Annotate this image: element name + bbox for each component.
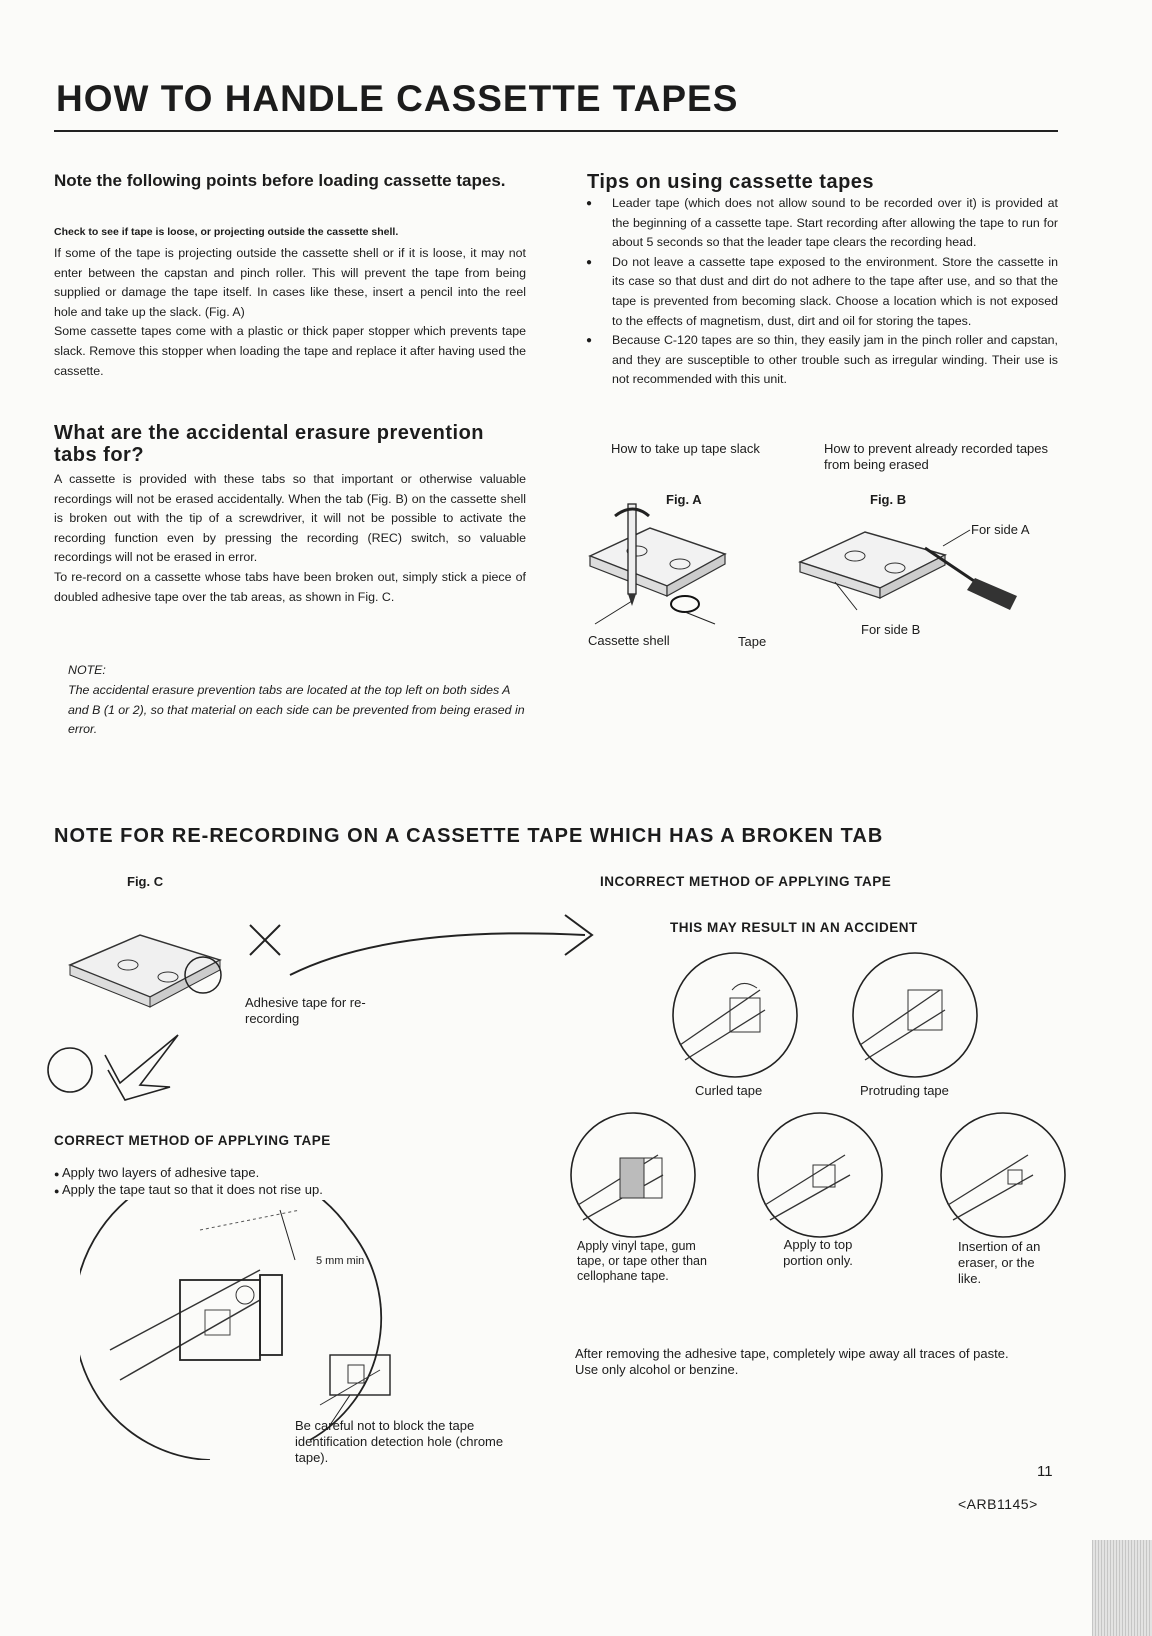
apply-top-label: Apply to top portion only. <box>783 1237 853 1268</box>
tips-list <box>586 194 1058 390</box>
paragraph-stopper: Some cassette tapes come with a plastic or thick paper stopper which prevents tape slack. Remove this stopper when loading the tape and replace it after having used the cassette. <box>54 324 526 378</box>
broken-tab-heading: NOTE FOR RE-RECORDING ON A CASSETTE TAPE WHICH HAS A BROKEN TAB <box>54 825 884 847</box>
for-side-a-label: For side A <box>971 522 1030 537</box>
incorrect-top-row <box>670 950 990 1085</box>
document-code: <ARB1145> <box>958 1496 1038 1512</box>
fig-b-label: Fig. B <box>870 492 907 507</box>
left-body-1 <box>54 244 526 381</box>
left-heading: Note the following points before loading cassette tapes. <box>54 171 506 190</box>
caption-fig-a: How to take up tape slack <box>611 441 760 456</box>
adhesive-label: Adhesive tape for re-recording <box>245 995 366 1026</box>
apply-vinyl-label: Apply vinyl tape, gum tape, or tape other than cellophane tape. <box>577 1239 707 1283</box>
note-text: The accidental erasure prevention tabs are located at the top left on both sides A and B (1 or 2), so that material on each side can be prevented from being erased in error. <box>68 683 525 737</box>
insertion-label: Insertion of an eraser, or the like. <box>958 1239 1041 1286</box>
scan-edge <box>1092 1540 1152 1636</box>
tip-item: ● Do not leave a cassette tape exposed to the environment. Store the cassette in its case so that dust and dirt do not adhere to the tape after use, and so that the tape is prevented from becoming slack. Choose a location which is not exposed to the effects of magnetism, dust, dirt and oil for storing the tapes. <box>586 253 1058 331</box>
careful-note: Be careful not to block the tape identification detection hole (chrome tape). <box>295 1418 504 1465</box>
paragraph-slack: If some of the tape is projecting outside the cassette shell or if it is loose, it may not enter between the capstan and pinch roller. This will prevent the tape from being supplied or damage the tape itself. In cases like these, insert a pencil into the reel hole and take up the slack. (Fig. A) <box>54 246 526 319</box>
cassette-shell-label: Cassette shell <box>588 633 670 648</box>
for-side-b-label: For side B <box>861 622 921 637</box>
correct-heading: CORRECT METHOD OF APPLYING TAPE <box>54 1133 331 1148</box>
accident-warning: THIS MAY RESULT IN AN ACCIDENT <box>670 920 918 935</box>
caption-fig-b: How to prevent already recorded tapes from being erased <box>824 441 1049 472</box>
correct-item: ● Apply two layers of adhesive tape. <box>54 1165 454 1182</box>
note-label: NOTE: <box>68 663 106 677</box>
tip-item: ● Because C-120 tapes are so thin, they easily jam in the pinch roller and capstan, and they are susceptible to other trouble such as irregular winding. Their use is not recommended with this unit. <box>586 331 1058 390</box>
incorrect-heading: INCORRECT METHOD OF APPLYING TAPE <box>600 874 892 889</box>
tip-item: ● Leader tape (which does not allow sound to be recorded over it) is provided at the beginning of a cassette tape. Start recording after allowing the tape to run for about 5 seconds so that the leader tape clears the recording head. <box>586 194 1058 253</box>
tabs-heading: What are the accidental erasure prevention tabs for? <box>54 422 485 466</box>
check-heading: Check to see if tape is loose, or projecting outside the cassette shell. <box>54 226 399 238</box>
incorrect-bottom-row <box>568 1110 1068 1245</box>
fig-a-label: Fig. A <box>666 492 702 507</box>
protruding-tape-label: Protruding tape <box>860 1083 949 1098</box>
curled-tape-label: Curled tape <box>695 1083 763 1098</box>
fig-c-label: Fig. C <box>127 874 164 889</box>
title-rule <box>54 130 1058 132</box>
correct-item: ● Apply the tape taut so that it does not rise up. <box>54 1182 454 1199</box>
left-body-2 <box>54 470 526 607</box>
tape-label: Tape <box>738 634 767 649</box>
fig-a-drawing <box>585 496 735 631</box>
five-mm-label: 5 mm min <box>316 1255 365 1267</box>
page-number: 11 <box>1037 1463 1053 1480</box>
paragraph-rerecord: To re-record on a cassette whose tabs have been broken out, simply stick a piece of doubled adhesive tape over the tab areas, as shown in Fig. C. <box>54 569 526 604</box>
tips-heading: Tips on using cassette tapes <box>587 171 875 193</box>
page-title: HOW TO HANDLE CASSETTE TAPES <box>56 78 739 119</box>
correct-list <box>54 1165 454 1199</box>
paragraph-tabs: A cassette is provided with these tabs so that important or otherwise valuable recordings will not be erased accidentally. When the tab (Fig. B) on the cassette shell is broken out with the tip of a screwdriver, it will not be possible to activate the recording function even by pressing the recording (REC) switch, so valuable recordings will not be erased in error. <box>54 472 526 565</box>
after-removing-note: After removing the adhesive tape, completely wipe away all traces of paste. Use only alcohol or benzine. <box>575 1346 1009 1377</box>
